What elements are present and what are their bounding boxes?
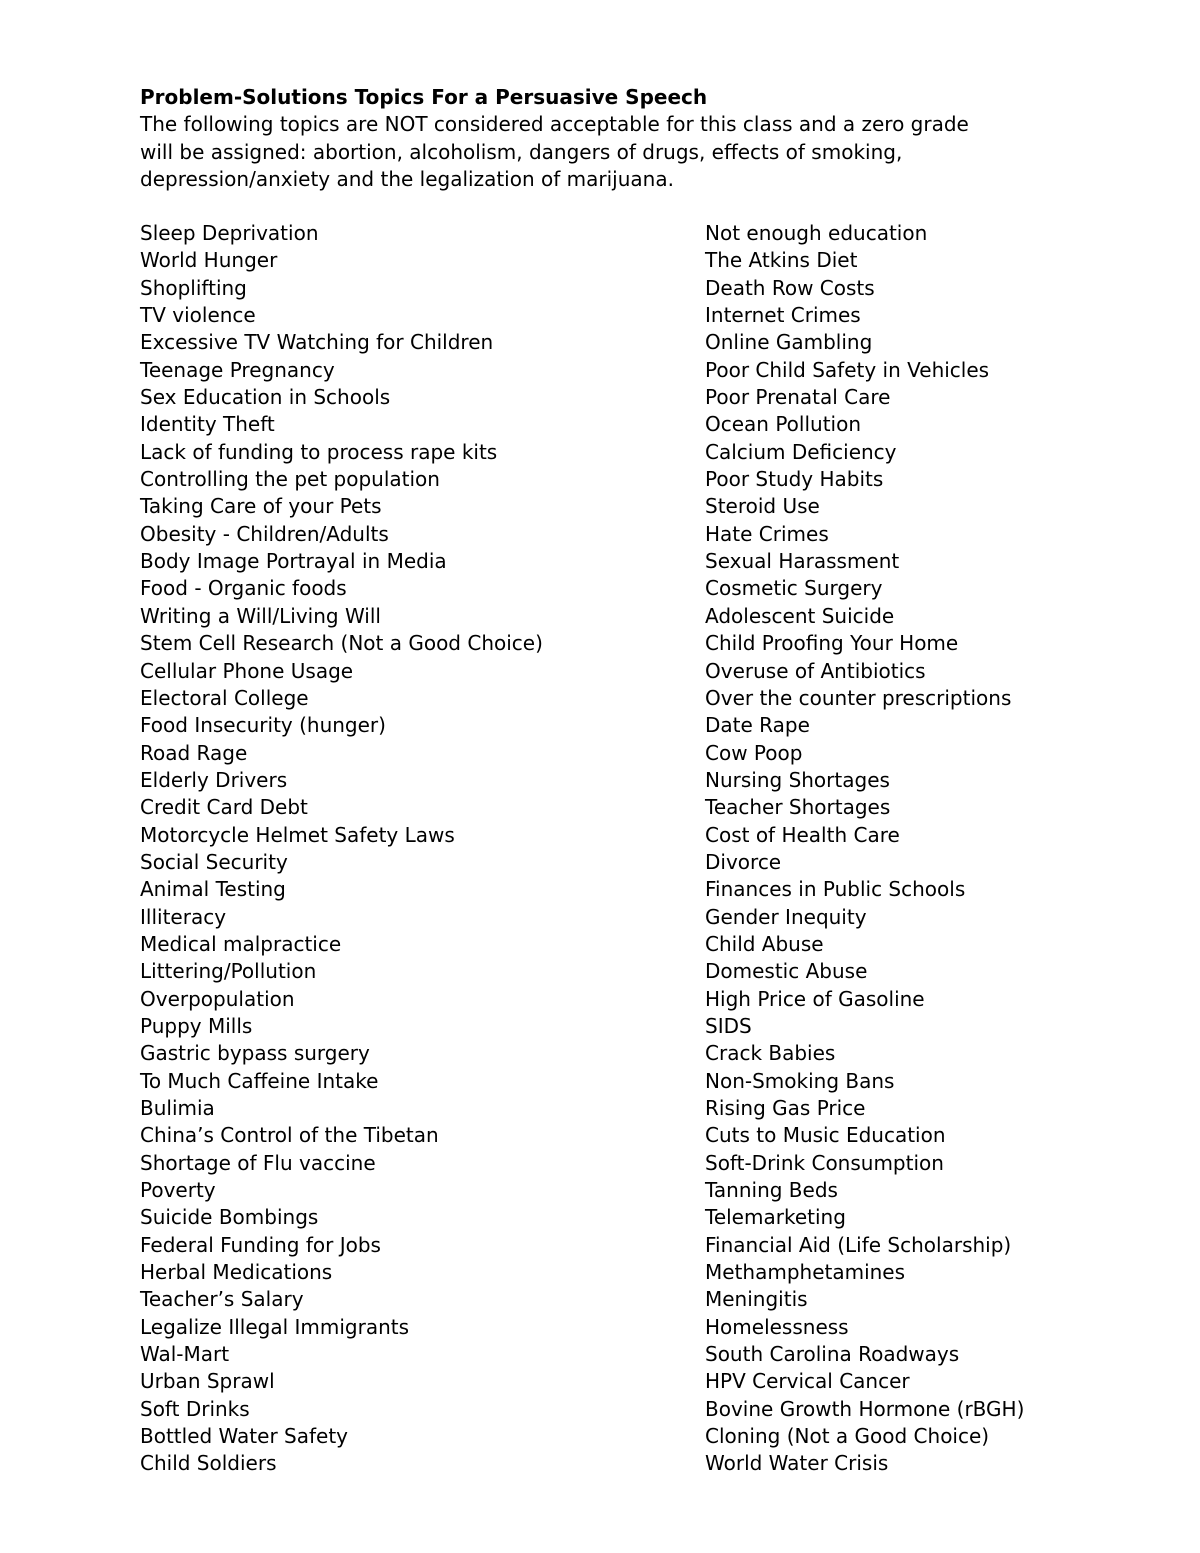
topic-item: Lack of funding to process rape kits [140, 439, 498, 464]
topic-item: Food - Organic foods [140, 576, 347, 601]
left-topic-list [140, 220, 543, 1478]
topic-item: HPV Cervical Cancer [705, 1369, 910, 1394]
topic-item: Sex Education in Schools [140, 385, 391, 410]
topic-item: Urban Sprawl [140, 1369, 275, 1394]
topic-item: Bovine Growth Hormone (rBGH) [705, 1396, 1025, 1421]
topic-item: Cloning (Not a Good Choice) [705, 1424, 990, 1449]
topic-item: Federal Funding for Jobs [140, 1232, 381, 1257]
topic-item: Soft-Drink Consumption [705, 1150, 944, 1175]
topic-item: Stem Cell Research (Not a Good Choice) [140, 631, 543, 656]
topic-item: Littering/Pollution [140, 959, 317, 984]
topic-item: Cellular Phone Usage [140, 658, 354, 683]
topic-item: Credit Card Debt [140, 795, 308, 820]
topic-item: Steroid Use [705, 494, 820, 519]
topic-item: Shortage of Flu vaccine [140, 1150, 376, 1175]
topic-item: Road Rage [140, 740, 248, 765]
topic-item: World Hunger [140, 248, 278, 273]
topic-item: Body Image Portrayal in Media [140, 549, 447, 574]
document-title: Problem-Solutions Topics For a Persuasive Speech [140, 85, 708, 109]
topic-item: Suicide Bombings [140, 1205, 319, 1230]
topic-item: Poor Child Safety in Vehicles [705, 357, 990, 382]
topic-item: Taking Care of your Pets [140, 494, 382, 519]
topic-item: Sleep Deprivation [140, 221, 319, 245]
topic-item: Cow Poop [705, 740, 803, 765]
topic-item: Bottled Water Safety [140, 1424, 349, 1449]
topic-item: Child Abuse [705, 931, 824, 956]
topic-item: Identity Theft [140, 412, 275, 437]
intro-line: depression/anxiety and the legalization of marijuana. [140, 167, 674, 191]
topic-item: World Water Crisis [705, 1451, 889, 1476]
topic-item: Hate Crimes [705, 521, 829, 546]
topic-item: Telemarketing [705, 1205, 846, 1230]
topic-item: The Atkins Diet [705, 248, 858, 273]
topic-item: Soft Drinks [140, 1396, 250, 1421]
topic-item: TV violence [140, 303, 256, 328]
topic-item: Rising Gas Price [705, 1096, 866, 1120]
intro-line: The following topics are NOT considered acceptable for this class and a zero grade [140, 112, 969, 136]
topic-item: Poverty [140, 1178, 216, 1203]
topic-item: Cosmetic Surgery [705, 576, 883, 601]
topic-item: Domestic Abuse [705, 959, 868, 984]
topic-item: Child Proofing Your Home [705, 631, 959, 656]
topic-item: Over the counter prescriptions [705, 685, 1012, 710]
topic-item: Crack Babies [705, 1041, 836, 1066]
topic-item: Elderly Drivers [140, 767, 288, 792]
topic-item: Methamphetamines [705, 1260, 906, 1285]
topic-item: Meningitis [705, 1287, 808, 1312]
intro-paragraph [140, 111, 1100, 194]
topic-item: Cuts to Music Education [705, 1123, 946, 1148]
topic-item: Divorce [705, 849, 782, 874]
topic-item: Medical malpractice [140, 931, 342, 956]
topic-item: Food Insecurity (hunger) [140, 713, 386, 738]
topic-item: Online Gambling [705, 330, 873, 355]
topic-item: China’s Control of the Tibetan [140, 1123, 439, 1148]
topic-item: High Price of Gasoline [705, 986, 925, 1011]
topic-item: Puppy Mills [140, 1013, 253, 1038]
topic-item: Adolescent Suicide [705, 603, 895, 628]
topic-item: Excessive TV Watching for Children [140, 330, 494, 355]
topic-item: Legalize Illegal Immigrants [140, 1314, 410, 1339]
topic-item: Tanning Beds [705, 1178, 838, 1203]
topic-item: South Carolina Roadways [705, 1342, 960, 1367]
right-topic-list [705, 220, 1024, 1478]
topic-item: Gender Inequity [705, 904, 867, 929]
topic-item: Teacher’s Salary [140, 1287, 304, 1312]
topic-item: Financial Aid (Life Scholarship) [705, 1232, 1012, 1257]
topic-item: Calcium Deficiency [705, 439, 897, 464]
topic-item: Wal-Mart [140, 1342, 230, 1367]
topic-item: Teenage Pregnancy [140, 357, 335, 382]
topic-item: Overuse of Antibiotics [705, 658, 926, 683]
topic-item: Date Rape [705, 713, 810, 738]
topic-item: Electoral College [140, 685, 309, 710]
topic-item: Homelessness [705, 1314, 849, 1339]
topic-item: Child Soldiers [140, 1451, 277, 1476]
topic-item: Shoplifting [140, 275, 247, 300]
topic-item: Bulimia [140, 1096, 215, 1120]
topic-item: Teacher Shortages [705, 795, 891, 820]
topic-item: Internet Crimes [705, 303, 861, 328]
topic-item: Controlling the pet population [140, 467, 440, 492]
topic-item: Poor Prenatal Care [705, 385, 891, 410]
topic-item: Cost of Health Care [705, 822, 900, 847]
topic-item: Herbal Medications [140, 1260, 333, 1285]
topic-item: Sexual Harassment [705, 549, 900, 574]
topic-item: Writing a Will/Living Will [140, 603, 381, 628]
topic-item: Gastric bypass surgery [140, 1041, 370, 1066]
topic-item: Not enough education [705, 221, 928, 245]
topic-item: Overpopulation [140, 986, 295, 1011]
topic-item: Non-Smoking Bans [705, 1068, 895, 1093]
topic-item: Nursing Shortages [705, 767, 890, 792]
topic-item: Poor Study Habits [705, 467, 884, 492]
topic-item: Animal Testing [140, 877, 286, 902]
topic-item: Death Row Costs [705, 275, 875, 300]
topic-item: Social Security [140, 849, 288, 874]
topic-item: To Much Caffeine Intake [140, 1068, 379, 1093]
topic-item: Ocean Pollution [705, 412, 862, 437]
topic-item: Motorcycle Helmet Safety Laws [140, 822, 455, 847]
topic-item: Finances in Public Schools [705, 877, 966, 902]
topic-item: Illiteracy [140, 904, 227, 929]
topic-item: Obesity - Children/Adults [140, 521, 389, 546]
topic-item: SIDS [705, 1013, 752, 1038]
intro-line: will be assigned: abortion, alcoholism, dangers of drugs, effects of smoking, [140, 139, 903, 164]
